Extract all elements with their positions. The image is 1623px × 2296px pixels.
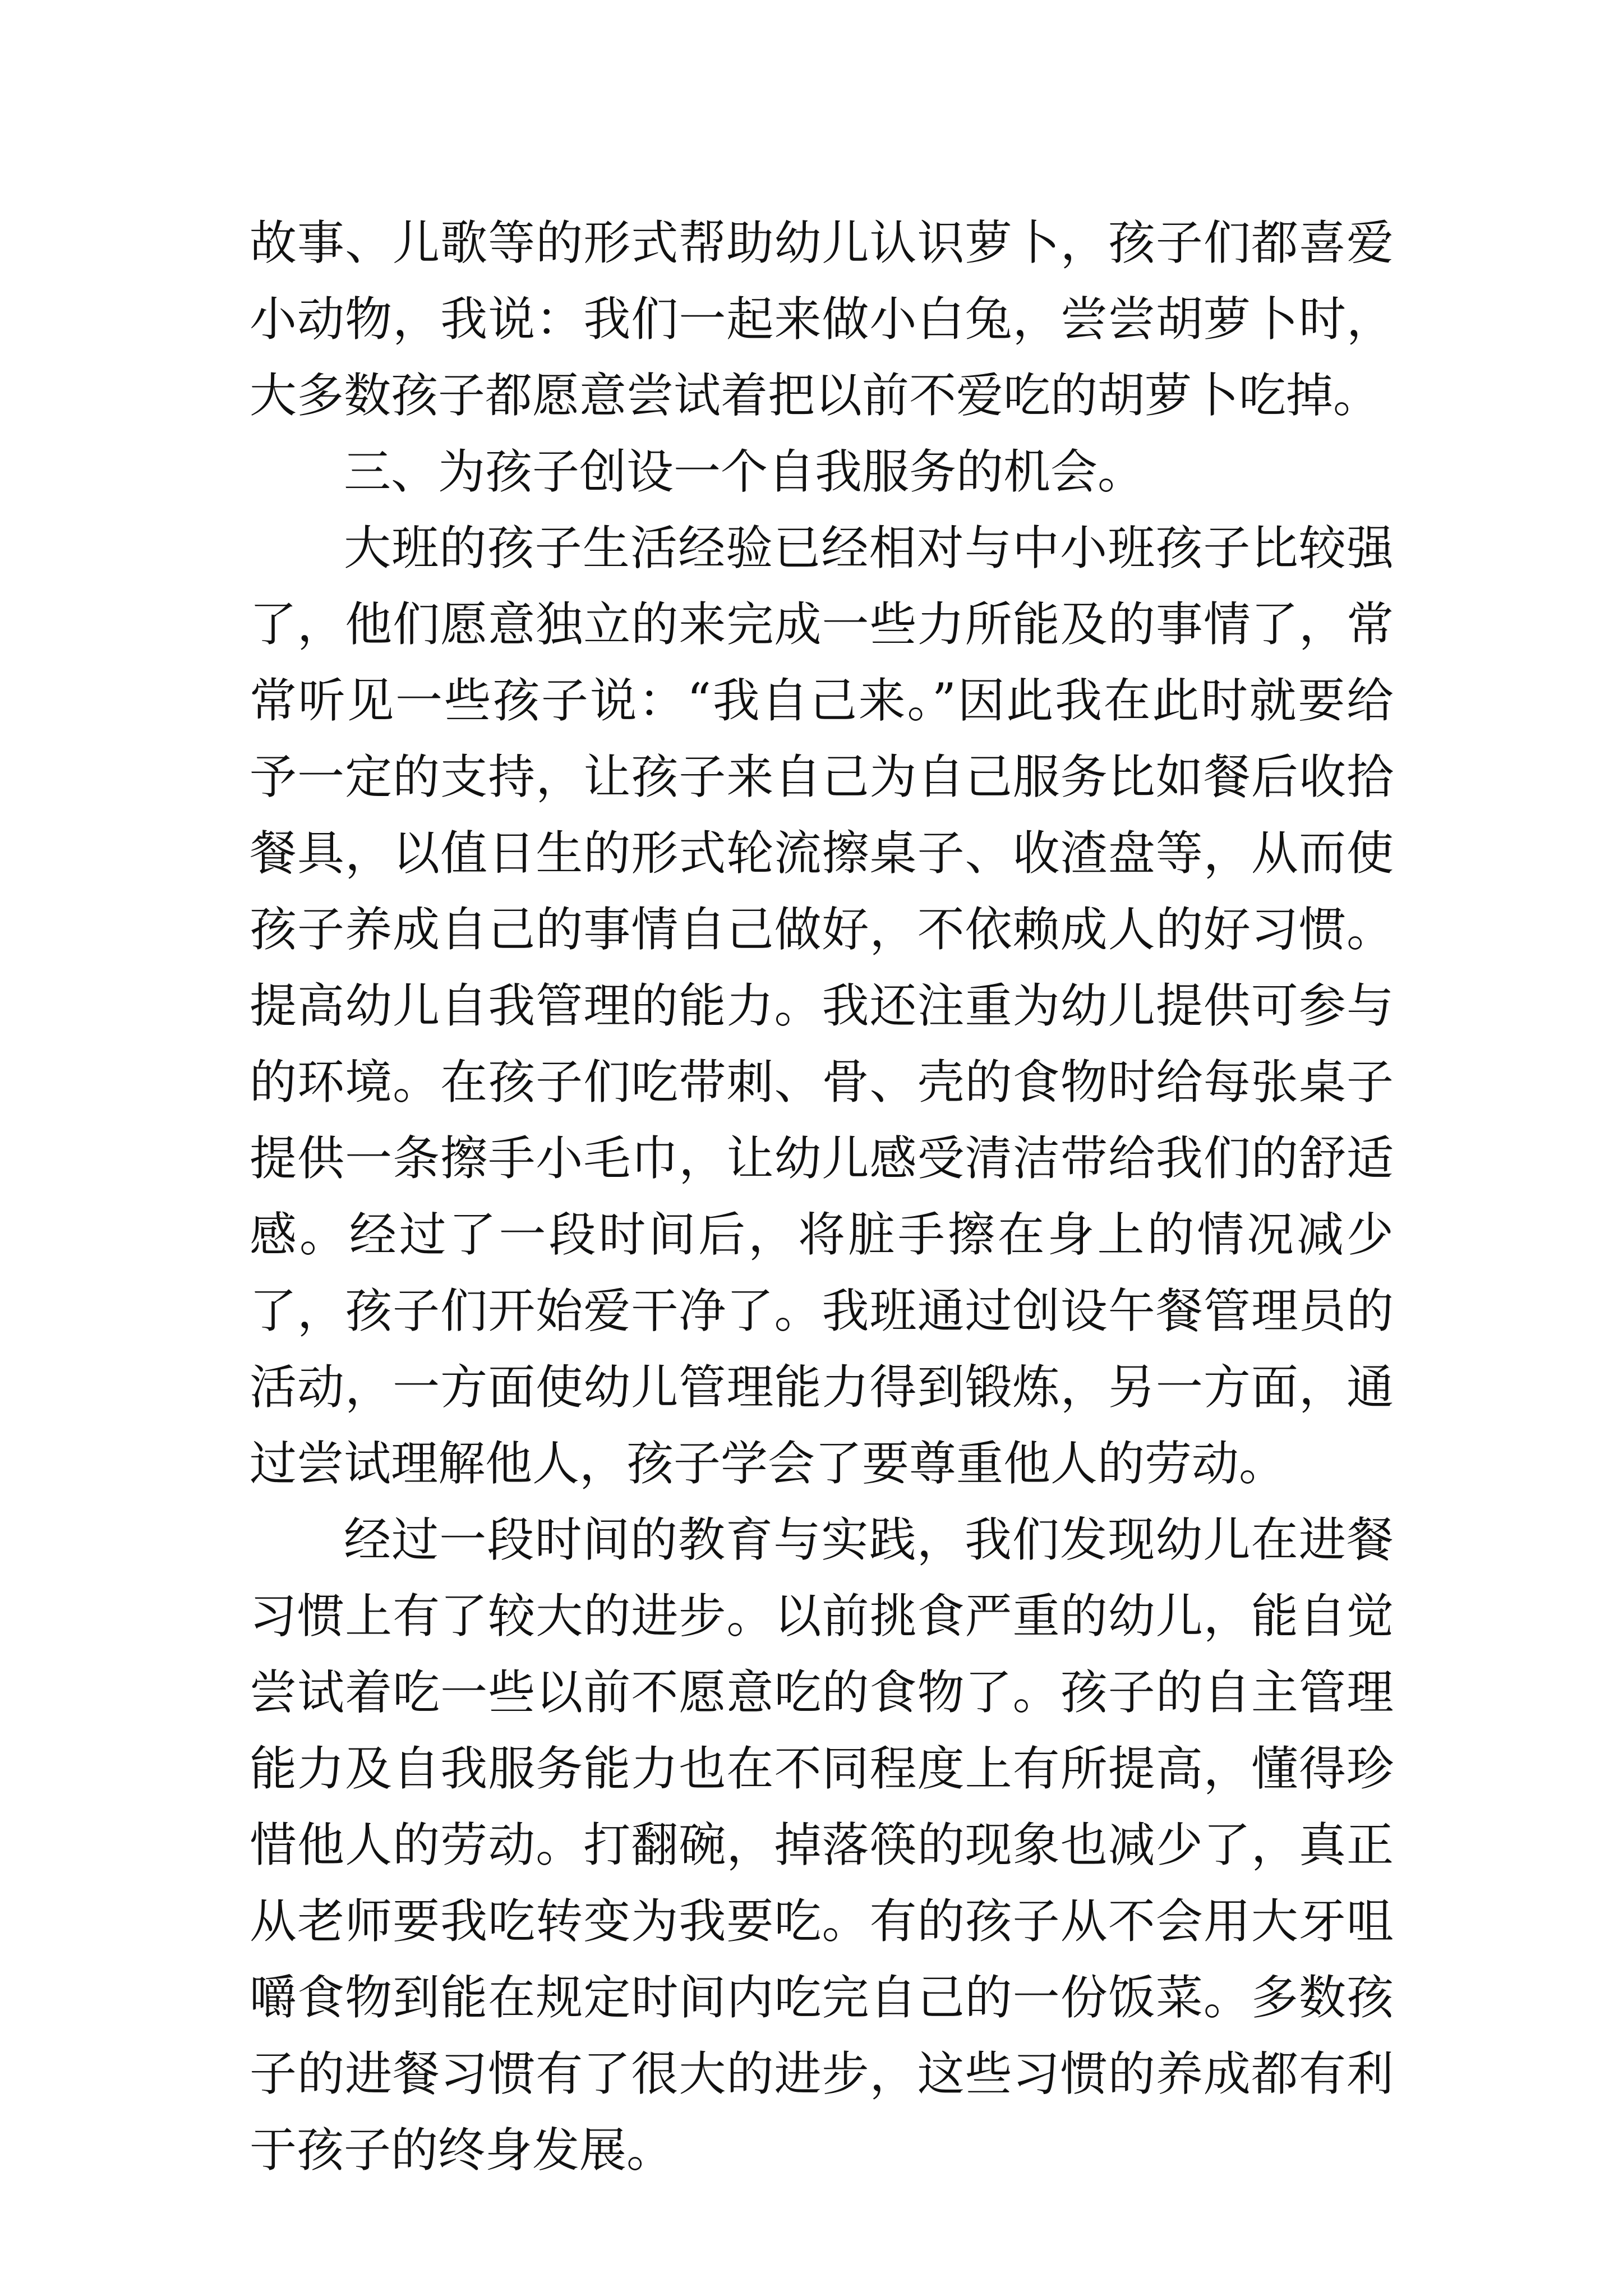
paragraph-self-service: 大班的孩子生活经验已经相对与中小班孩子比较强了，他们愿意独立的来完成一些力所能及的事情了，常常听见一些孩子说：“我自己来。”因此我在此时就要给予一定的支持，让孩子来自己为自己服务比如餐后收拾餐具，以值日生的形式轮流擦桌子、收渣盘等，从而使孩子养成自己的事情自己做好，不依赖成人的好习惯。提高幼儿自我管理的能力。我还注重为幼儿提供可参与的环境。在孩子们吃带刺、骨、壳的食物时给每张桌子提供一条擦手小毛巾，让幼儿感受清洁带给我们的舒适感。经过了一段时间后，将脏手擦在身上的情况减少了，孩子们开始爱干净了。我班通过创设午餐管理员的活动，一方面使幼儿管理能力得到锻炼，另一方面，通过尝试理解他人，孩子学会了要尊重他人的劳动。 <box>250 521 1394 1491</box>
paragraph-continued-text: 故事、儿歌等的形式帮助幼儿认识萝卜，孩子们都喜爱小动物，我说：我们一起来做小白兔，尝尝胡萝卜时，大多数孩子都愿意尝试着把以前不爱吃的胡萝卜吃掉。 <box>250 215 1394 423</box>
paragraph-conclusion: 经过一段时间的教育与实践，我们发现幼儿在进餐习惯上有了较大的进步。以前挑食严重的幼儿，能自觉尝试着吃一些以前不愿意吃的食物了。孩子的自主管理能力及自我服务能力也在不同程度上有所提高，懂得珍惜他人的劳动。打翻碗，掉落筷的现象也减少了，真正从老师要我吃转变为我要吃。有的孩子从不会用大牙咀嚼食物到能在规定时间内吃完自己的一份饭菜。多数孩子的进餐习惯有了很大的进步，这些习惯的养成都有利于孩子的终身发展。 <box>250 1512 1394 2178</box>
section-heading-three: 三、为孩子创设一个自我服务的机会。 <box>344 444 1145 499</box>
document-body <box>250 205 1394 2188</box>
